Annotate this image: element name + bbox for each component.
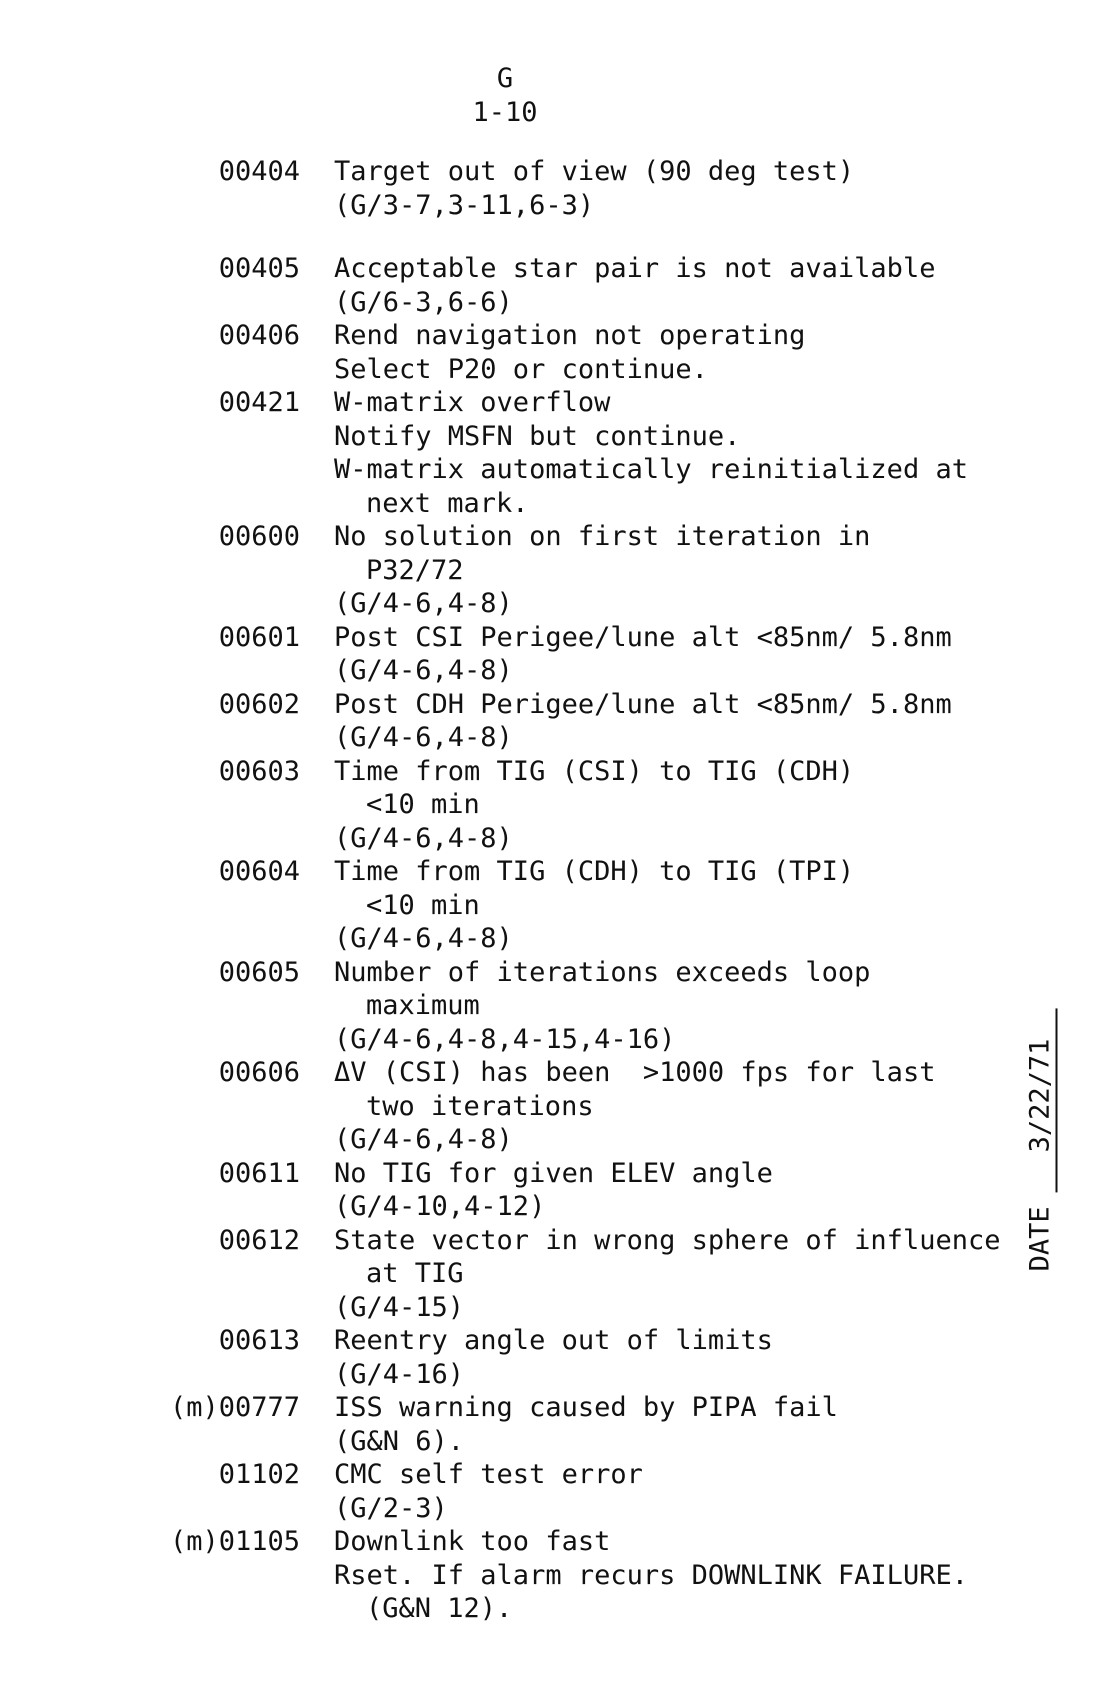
description-line: Post CDH Perigee/lune alt <85nm/ 5.8nm <box>334 688 952 720</box>
description-line: (G/3-7,3-11,6-3) <box>334 189 595 221</box>
alarm-code: 00602 <box>218 688 300 720</box>
alarm-entry <box>150 319 1030 386</box>
date-stamp <box>1016 995 1066 1285</box>
alarm-description <box>334 1324 1030 1391</box>
alarm-description <box>334 755 1030 856</box>
description-line: CMC self test error <box>334 1459 643 1490</box>
alarm-description <box>334 1391 1030 1458</box>
alarm-code: 00605 <box>218 956 300 988</box>
description-line: (G/4-6,4-8) <box>334 822 513 854</box>
alarm-code: 00613 <box>218 1325 300 1356</box>
description-line: No solution on first iteration in <box>334 521 871 552</box>
alarm-code: 00611 <box>218 1157 300 1189</box>
description-line: two iterations <box>366 1090 594 1122</box>
description-line: Notify MSFN but continue. <box>334 420 741 452</box>
date-value: 3/22/71 <box>1025 1009 1058 1193</box>
description-line: (G/4-10,4-12) <box>334 1191 546 1222</box>
alarm-entry <box>150 1391 1030 1458</box>
alarm-code: 00601 <box>218 621 300 653</box>
alarm-code: 00404 <box>218 156 300 187</box>
alarm-code: 00604 <box>218 856 300 887</box>
description-line: Downlink too fast <box>334 1526 611 1557</box>
description-line: Time from TIG (CSI) to TIG (CDH) <box>334 755 855 787</box>
description-line: ΔV (CSI) has been >1000 fps for last <box>334 1057 936 1088</box>
description-line: Rend navigation not operating <box>334 320 806 351</box>
alarm-entry <box>150 1525 1030 1626</box>
alarm-entry <box>150 1056 1030 1157</box>
alarm-entry <box>150 1224 1030 1325</box>
alarm-entry <box>150 252 1030 319</box>
alarm-description <box>334 252 1030 319</box>
alarm-code: 00612 <box>218 1224 300 1256</box>
description-line: (G/4-6,4-8) <box>334 655 513 686</box>
alarm-entry <box>150 956 1030 1057</box>
alarm-description <box>334 956 1030 1057</box>
description-line: P32/72 <box>366 554 464 586</box>
alarm-code: 00405 <box>218 253 300 284</box>
description-line: maximum <box>366 990 480 1021</box>
alarm-description <box>334 621 1030 688</box>
alarm-entry <box>150 155 1030 222</box>
alarm-description <box>334 155 1030 222</box>
alarm-entry <box>150 755 1030 856</box>
description-line: (G/4-16) <box>334 1358 465 1390</box>
alarm-code-list <box>150 155 1030 1626</box>
description-line: (G/2-3) <box>334 1492 448 1524</box>
alarm-code: (m)01105 <box>169 1526 300 1557</box>
description-line: W-matrix automatically reinitialized at <box>334 454 968 485</box>
description-line: Select P20 or continue. <box>334 353 708 385</box>
section-letter: G <box>496 63 514 94</box>
description-line: (G&N 6). <box>334 1425 465 1457</box>
description-line: Post CSI Perigee/lune alt <85nm/ 5.8nm <box>334 621 952 653</box>
description-line: Reentry angle out of limits <box>334 1325 773 1356</box>
alarm-description <box>334 1525 1030 1626</box>
description-line: (G/4-6,4-8) <box>334 722 513 753</box>
page-number: 1-10 <box>472 97 538 128</box>
alarm-description <box>334 688 1030 755</box>
alarm-description <box>334 520 1030 621</box>
alarm-code: 00606 <box>218 1057 300 1088</box>
description-line: (G/4-6,4-8) <box>334 588 513 619</box>
alarm-entry <box>150 1324 1030 1391</box>
alarm-code: 01102 <box>218 1459 300 1490</box>
description-line: Time from TIG (CDH) to TIG (TPI) <box>334 856 855 887</box>
date-label: DATE <box>1024 1206 1056 1272</box>
alarm-description <box>334 1224 1030 1325</box>
description-line: Rset. If alarm recurs DOWNLINK FAILURE. <box>334 1559 968 1591</box>
alarm-entry <box>150 688 1030 755</box>
description-line: next mark. <box>366 487 529 519</box>
description-line: (G/4-15) <box>334 1291 465 1323</box>
alarm-description <box>334 1458 1030 1525</box>
description-line: at TIG <box>366 1258 464 1289</box>
description-line: (G&N 12). <box>366 1593 513 1624</box>
page-header <box>0 62 1010 130</box>
description-line: <10 min <box>366 789 480 820</box>
description-line: (G/4-6,4-8) <box>334 923 513 954</box>
alarm-code: 00406 <box>218 320 300 351</box>
alarm-entry <box>150 520 1030 621</box>
description-line: W-matrix overflow <box>334 387 611 418</box>
alarm-code: (m)00777 <box>169 1392 300 1423</box>
description-line: ISS warning caused by PIPA fail <box>334 1392 838 1423</box>
description-line: (G/4-6,4-8) <box>334 1124 513 1155</box>
alarm-code: 00421 <box>218 387 300 418</box>
alarm-entry <box>150 855 1030 956</box>
description-line: (G/4-6,4-8,4-15,4-16) <box>334 1023 676 1055</box>
description-line: Acceptable star pair is not available <box>334 253 936 284</box>
description-line: (G/6-3,6-6) <box>334 286 513 318</box>
alarm-description <box>334 1157 1030 1224</box>
alarm-entry <box>150 1458 1030 1525</box>
alarm-description <box>334 855 1030 956</box>
description-line: Number of iterations exceeds loop <box>334 956 871 988</box>
alarm-entry <box>150 1157 1030 1224</box>
alarm-entry <box>150 386 1030 520</box>
alarm-entry <box>150 621 1030 688</box>
alarm-code: 00600 <box>218 521 300 552</box>
description-line: <10 min <box>366 889 480 921</box>
description-line: No TIG for given ELEV angle <box>334 1157 773 1189</box>
alarm-code: 00603 <box>218 755 300 787</box>
spacer <box>150 222 1030 252</box>
description-line: State vector in wrong sphere of influence <box>334 1224 1001 1256</box>
alarm-description <box>334 1056 1030 1157</box>
alarm-description <box>334 386 1030 520</box>
alarm-description <box>334 319 1030 386</box>
description-line: Target out of view (90 deg test) <box>334 156 855 187</box>
